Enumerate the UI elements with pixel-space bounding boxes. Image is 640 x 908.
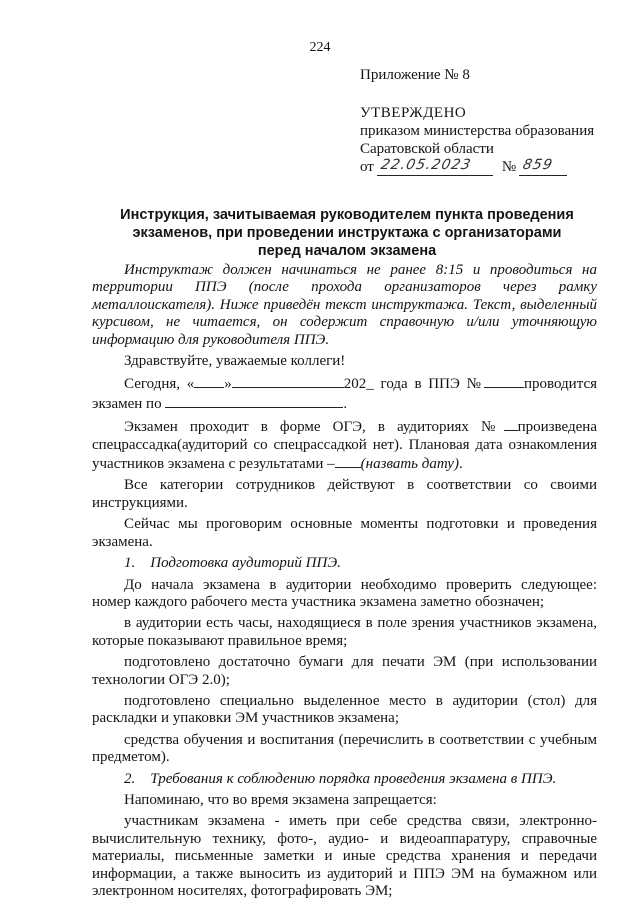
approval-date-number-line xyxy=(360,158,622,176)
list-item: в аудитории есть часы, находящиеся в поле зрения участников экзамена, которые показывают правильное время; xyxy=(92,615,597,649)
approval-order-line: приказом министерства образования xyxy=(360,123,595,139)
list-item: подготовлено достаточно бумаги для печати ЭМ (при использовании технологии ОГЭ 2.0); xyxy=(92,654,597,688)
exam-form-text-2: произведена спецрассадка(аудиторий со спецрассадкой нет). Плановая дата ознакомления участников экзамена с результатами – xyxy=(92,419,597,473)
check-intro-paragraph: До начала экзамена в аудитории необходимо проверить следующее: номер каждого рабочего места участника экзамена заметно обозначен; xyxy=(92,576,597,610)
today-text-2: » xyxy=(224,376,232,393)
results-date-blank xyxy=(335,454,361,468)
exam-form-text-1: Экзамен проходит в форме ОГЭ, в аудиториях № xyxy=(124,419,504,436)
discuss-paragraph: Сейчас мы проговорим основные моменты подготовки и проведения экзамена. xyxy=(92,516,597,550)
approval-block xyxy=(360,66,622,176)
number-prefix: № xyxy=(501,159,517,175)
date-blank xyxy=(377,159,493,176)
today-paragraph xyxy=(92,374,597,413)
greeting-paragraph: Здравствуйте, уважаемые коллеги! xyxy=(124,353,346,370)
today-text-3: 202_ года в ППЭ № xyxy=(343,376,484,393)
section-2-heading: 2. Требования к соблюдению порядка проведения экзамена в ППЭ. xyxy=(124,770,557,787)
section-1-heading: 1. Подготовка аудиторий ППЭ. xyxy=(124,555,341,572)
ppe-number-blank xyxy=(484,374,524,388)
page-number: 224 xyxy=(309,40,331,55)
exam-form-paragraph xyxy=(92,417,597,473)
subject-blank xyxy=(165,394,343,408)
exam-form-italic: (назвать дату) xyxy=(360,456,459,473)
document-body xyxy=(92,262,597,904)
exam-form-text-4: . xyxy=(458,456,463,473)
list-item: подготовлено специально выделенное место в аудитории (стол) для раскладки и упаковки ЭМ участников экзамена; xyxy=(92,692,597,727)
list-item: участникам экзамена - иметь при себе средства связи, электронно-вычислительную технику, фото-, аудио- и видеоаппаратуру, справочные материалы, письменные заметки и иные средства хранения и передачи информации, а также выносить из аудиторий и ППЭ ЭМ на бумажном или электронном носителях, фотографировать ЭМ; xyxy=(92,813,597,899)
today-text-5: . xyxy=(343,395,348,412)
approved-heading: УТВЕРЖДЕНО xyxy=(360,105,467,121)
today-text-1: Сегодня, « xyxy=(124,376,195,393)
handwritten-date: 22.05.2023 xyxy=(379,157,473,173)
number-blank xyxy=(519,159,567,176)
month-blank xyxy=(232,374,344,388)
handwritten-number: 859 xyxy=(521,157,555,173)
annex-label: Приложение № 8 xyxy=(360,67,470,83)
list-item: средства обучения и воспитания (перечислить в соответствии с учебным предметом). xyxy=(92,731,597,766)
approval-region-line: Саратовской области xyxy=(360,141,494,157)
categories-paragraph: Все категории сотрудников действуют в соответствии со своими инструкциями. xyxy=(92,477,597,511)
document-title: Инструкция, зачитываемая руководителем пункта проведения экзаменов, при проведении инструктажа с организаторами перед началом экзамена xyxy=(120,207,574,259)
today-text-4: проводится экзамен по xyxy=(92,376,597,412)
day-blank xyxy=(194,374,224,388)
auditorium-blank xyxy=(504,417,518,431)
intro-italic-paragraph: Инструктаж должен начинаться не ранее 8:15 и проводиться на территории ППЭ (после прохода организаторов через рамку металлоискателя). Ниже приведён текст инструктажа. Текст, выделенный курсивом, не читается, он содержит справочную и/или уточняющую информацию для руководителя ППЭ. xyxy=(92,262,597,348)
date-prefix: от xyxy=(360,159,374,175)
reminder-paragraph: Напоминаю, что во время экзамена запрещается: xyxy=(124,791,437,808)
